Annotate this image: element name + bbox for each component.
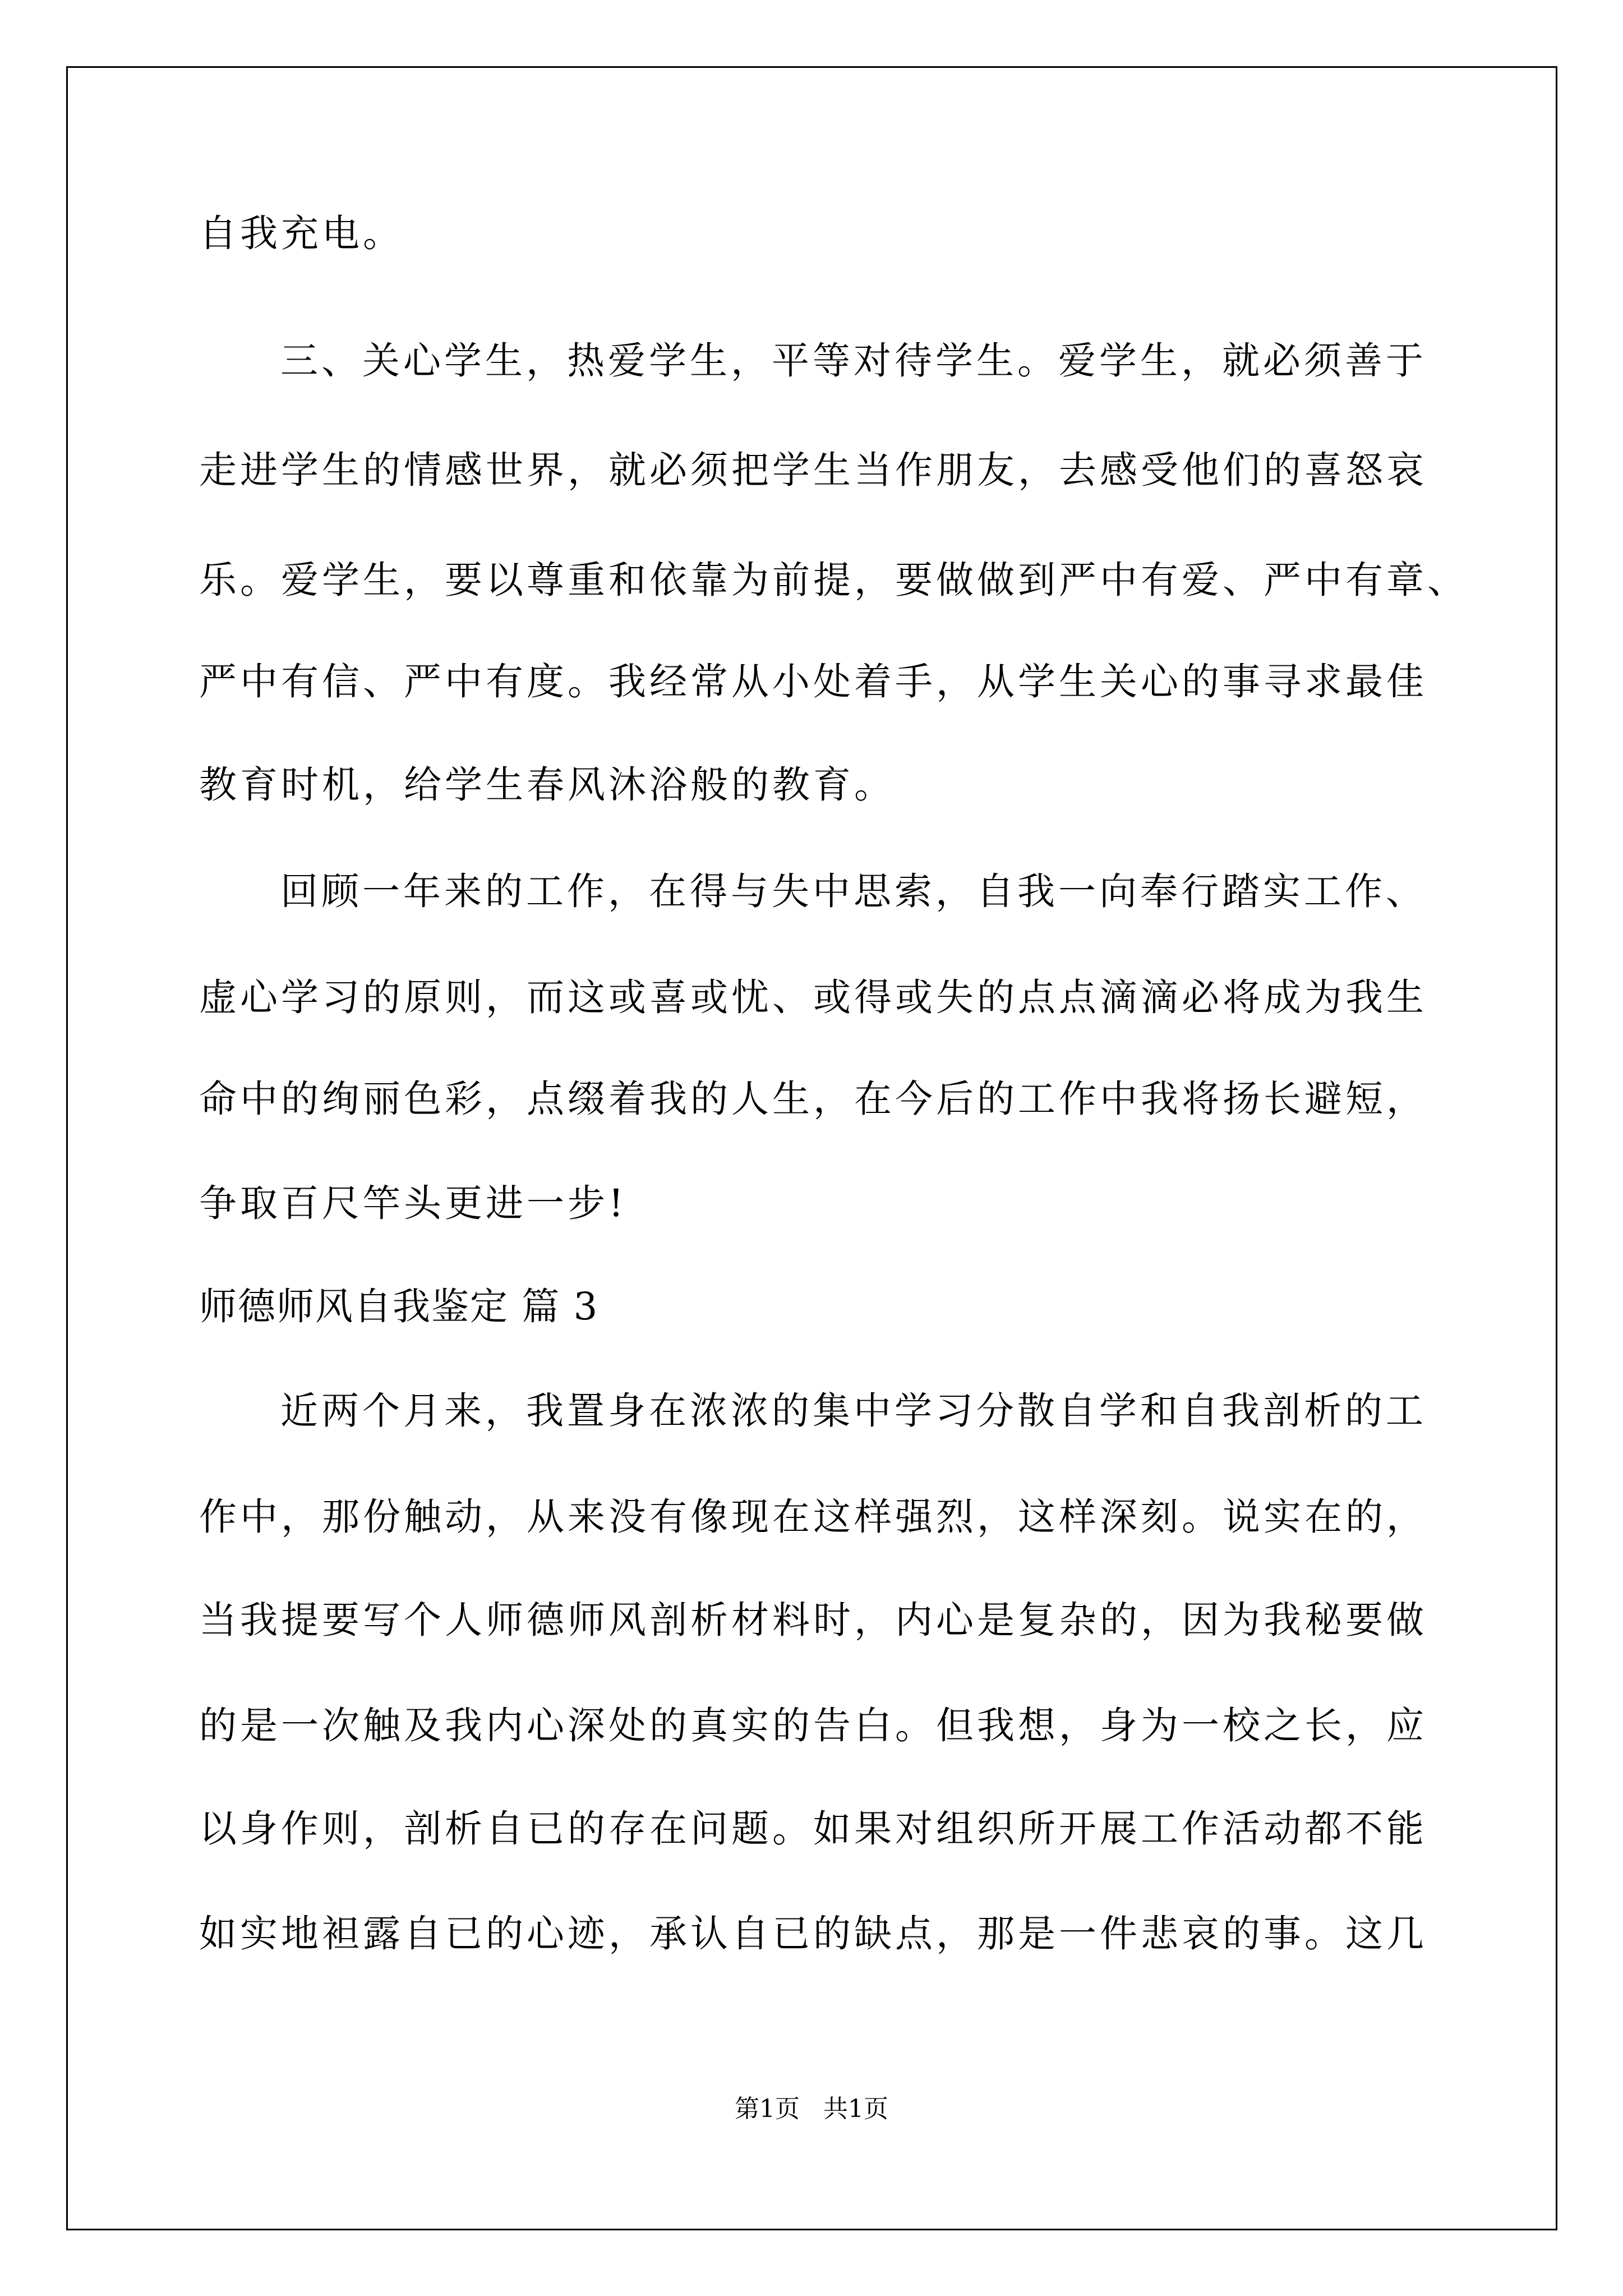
- text-line: 教育时机，给学生春风沐浴般的教育。: [199, 763, 895, 807]
- page-footer: 第1页 共1页: [735, 2095, 888, 2123]
- text-line: 的是一次触及我内心深处的真实的告白。但我想，身为一校之长，应: [199, 1704, 1427, 1747]
- text-line: 走进学生的情感世界，就必须把学生当作朋友，去感受他们的喜怒哀: [199, 448, 1427, 492]
- text-line: 命中的绚丽色彩，点缀着我的人生，在今后的工作中我将扬长避短，: [199, 1077, 1427, 1121]
- section-heading: 师德师风自我鉴定 篇 3: [199, 1285, 599, 1328]
- text-line: 严中有信、严中有度。我经常从小处着手，从学生关心的事寻求最佳: [199, 660, 1427, 703]
- page-border: [66, 66, 1557, 2230]
- text-line: 以身作则，剖析自已的存在问题。如果对组织所开展工作活动都不能: [199, 1807, 1427, 1851]
- text-line: 如实地袒露自已的心迹，承认自已的缺点，那是一件悲哀的事。这几: [199, 1912, 1427, 1955]
- text-line: 自我充电。: [199, 211, 404, 255]
- text-line: 虚心学习的原则，而这或喜或忧、或得或失的点点滴滴必将成为我生: [199, 976, 1427, 1019]
- text-line: 当我提要写个人师德师风剖析材料时，内心是复杂的，因为我秘要做: [199, 1598, 1427, 1642]
- paragraph-start-line: 回顾一年来的工作，在得与失中思索，自我一向奉行踏实工作、: [280, 869, 1427, 913]
- text-line: 争取百尺竿头更进一步!: [199, 1181, 627, 1225]
- text-line: 作中，那份触动，从来没有像现在这样强烈，这样深刻。说实在的，: [199, 1495, 1427, 1539]
- paragraph-start-line: 近两个月来，我置身在浓浓的集中学习分散自学和自我剖析的工: [280, 1389, 1427, 1433]
- text-line: 乐。爱学生，要以尊重和依靠为前提，要做做到严中有爱、严中有章、: [199, 558, 1468, 602]
- paragraph-start-line: 三、关心学生，热爱学生，平等对待学生。爱学生，就必须善于: [280, 339, 1427, 383]
